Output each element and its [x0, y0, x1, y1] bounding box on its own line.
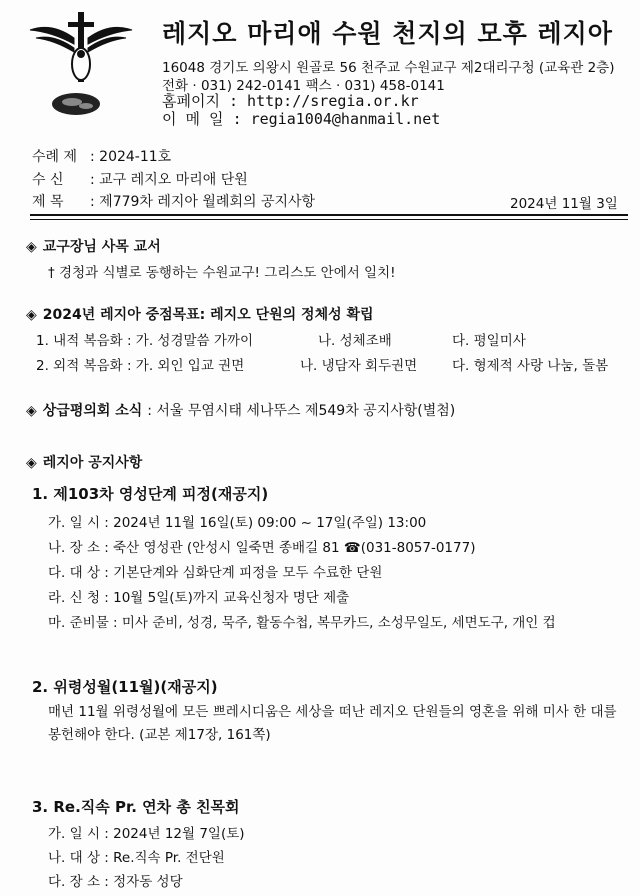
goal-row-1: 1. 내적 복음화 : 가. 성경말씀 가까이: [36, 333, 254, 349]
goal-row-1-c: 다. 평일미사: [452, 333, 526, 349]
diamond-bullet-icon: ◈: [26, 239, 37, 255]
legio-emblem-logo: [22, 8, 140, 120]
gathering-target: 나. 대 상 : Re.직속 Pr. 전단원: [48, 850, 225, 866]
header-divider: [30, 214, 628, 216]
gathering-place: 다. 장 소 : 정자동 성당: [48, 874, 183, 890]
section-pastoral-letter: ◈ 교구장님 사목 교서: [26, 239, 161, 255]
section-regia-notices: ◈ 레지아 공지사항: [26, 455, 143, 471]
org-title: 레지오 마리애 수원 천지의 모후 레지아: [162, 19, 613, 48]
notice-november-body: 매년 11월 위령성월에 모든 쁘레시디움은 세상을 떠난 레지오 단원들의 영혼을 위해 미사 한 대를 봉헌해야 한다. (교본 제17장, 161쪽): [48, 704, 617, 743]
pastoral-motto: † 경청과 식별로 동행하는 수원교구! 그리스도 안에서 일치!: [48, 265, 396, 281]
retreat-place: 나. 장 소 : 죽산 영성관 (안성시 일죽면 종배길 81 ☎(031-8057-0177): [48, 540, 476, 556]
diamond-bullet-icon: ◈: [26, 403, 37, 419]
retreat-date: 가. 일 시 : 2024년 11월 16일(토) 09:00 ~ 17일(주일) 13:00: [48, 515, 427, 531]
homepage-link[interactable]: 홈페이지 : http://sregia.or.kr: [162, 92, 419, 110]
gathering-date: 가. 일 시 : 2024년 12월 7일(토): [48, 826, 245, 842]
notice-retreat-title: 1. 제103차 영성단계 피정(재공지): [32, 485, 269, 503]
notice-gathering-title: 3. Re.직속 Pr. 연차 총 친목회: [32, 798, 240, 816]
email-link[interactable]: 이 메 일 : regia1004@hanmail.net: [162, 110, 441, 128]
subject: 제 목 : 제779차 레지아 월례회의 공지사항: [32, 194, 316, 210]
diamond-bullet-icon: ◈: [26, 455, 37, 471]
section-focus-goal: ◈ 2024년 레지아 중점목표: 레지오 단원의 정체성 확립: [26, 307, 374, 323]
document-date: 2024년 11월 3일: [510, 196, 618, 212]
notice-november-title: 2. 위령성월(11월)(재공지): [32, 678, 218, 696]
diamond-bullet-icon: ◈: [26, 307, 37, 323]
goal-row-1-b: 나. 성체조배: [318, 333, 392, 349]
address: 16048 경기도 의왕시 원골로 56 천주교 수원교구 제2대리구청 (교육관 2층): [162, 60, 615, 76]
section-senatus-news: ◈ 상급평의회 소식 : 서울 무염시태 세나뚜스 제549차 공지사항(별첨): [26, 403, 456, 419]
retreat-supplies: 마. 준비물 : 미사 준비, 성경, 묵주, 활동수첩, 복무카드, 소성무일도, 세면도구, 개인 컵: [48, 615, 556, 631]
recipient: 수 신 : 교구 레지오 마리애 단원: [32, 172, 248, 188]
document-number: 수례 제 : 2024-11호: [32, 149, 172, 165]
goal-row-2-c: 다. 형제적 사랑 나눔, 돌봄: [452, 358, 609, 374]
header-divider-thin: [30, 219, 628, 220]
retreat-target: 다. 대 상 : 기본단계와 심화단계 피정을 모두 수료한 단원: [48, 565, 383, 581]
goal-row-2: 2. 외적 복음화 : 가. 외인 입교 권면: [36, 358, 245, 374]
goal-row-2-b: 나. 냉담자 회두권면: [300, 358, 418, 374]
retreat-apply: 라. 신 청 : 10월 5일(토)까지 교육신청자 명단 제출: [48, 590, 350, 606]
phone-fax: 전화 · 031) 242-0141 팩스 · 031) 458-0141: [162, 78, 445, 94]
